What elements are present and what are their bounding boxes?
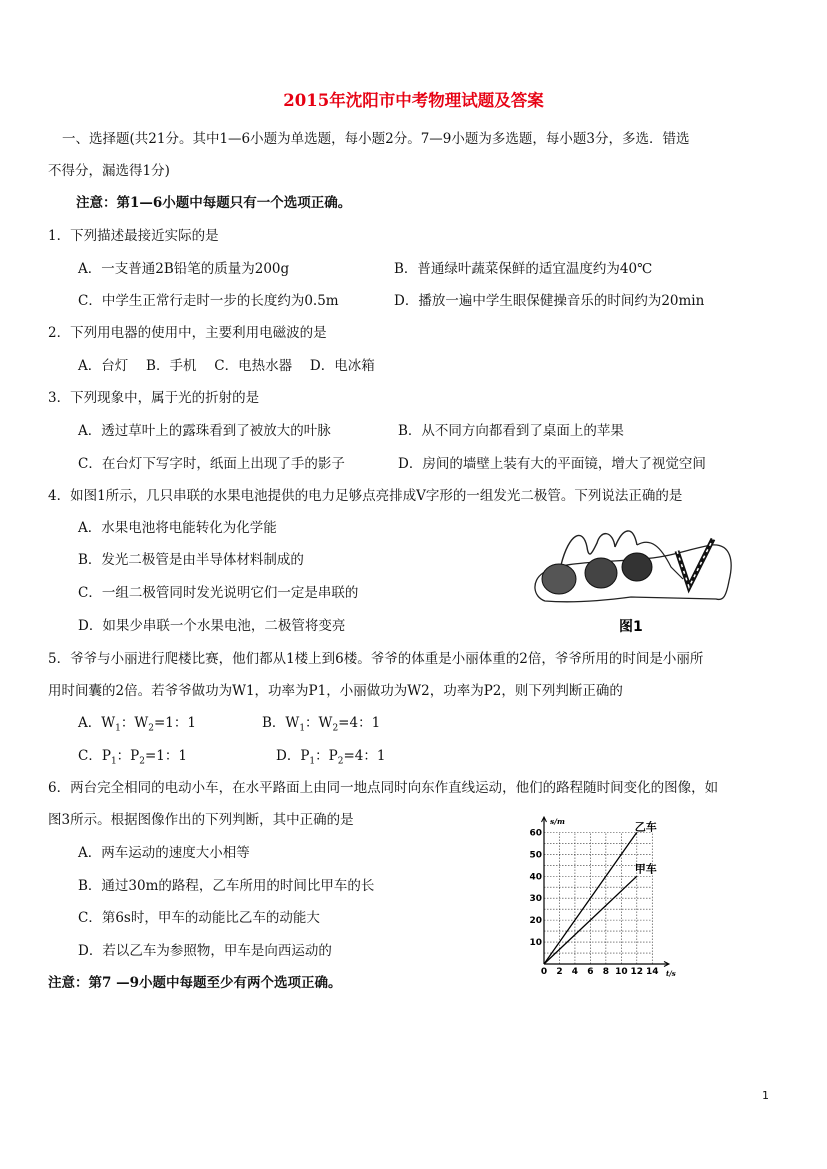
q6-option-d: D．若以乙车为参照物，甲车是向西运动的 bbox=[78, 943, 332, 959]
x-tick-label: 10 bbox=[615, 967, 628, 977]
x-tick-label: 4 bbox=[571, 967, 579, 977]
led-v-icon bbox=[677, 539, 713, 587]
note-multi-choice: 注意：第7 —9小题中每题至少有两个选项正确。 bbox=[48, 975, 342, 991]
figure-1-fruit-battery bbox=[531, 521, 735, 637]
page-title: 2015年沈阳市中考物理试题及答案 bbox=[283, 91, 544, 110]
series-label-jia: 甲车 bbox=[634, 862, 657, 876]
q4-option-d: D．如果少串联一个水果电池，二极管将变亮 bbox=[78, 618, 346, 634]
page-number: 1 bbox=[762, 1089, 769, 1102]
x-tick-label: 14 bbox=[646, 967, 659, 977]
q6-option-b: B．通过30m的路程，乙车所用的时间比甲车的长 bbox=[78, 878, 375, 894]
x-tick-label: 8 bbox=[602, 967, 609, 977]
q4-option-c: C．一组二极管同时发光说明它们一定是串联的 bbox=[78, 585, 359, 601]
fruit-icon-3 bbox=[622, 553, 652, 581]
q6-option-c: C．第6s时，甲车的动能比乙车的动能大 bbox=[78, 910, 320, 926]
q3-option-a: A．透过草叶上的露珠看到了被放大的叶脉 bbox=[78, 423, 331, 439]
q1-option-d: D．播放一遍中学生眼保健操音乐的时间约为20min bbox=[394, 293, 705, 309]
q4-option-b: B．发光二极管是由半导体材料制成的 bbox=[78, 552, 304, 568]
q5-option-a: A．$W_1$：$W_2=1$：1 bbox=[78, 715, 196, 734]
y-axis-label: s/m bbox=[550, 817, 565, 826]
figure-3-st-chart bbox=[528, 814, 676, 978]
fruit-icon-1 bbox=[542, 564, 576, 594]
q6-option-a: A．两车运动的速度大小相等 bbox=[78, 845, 250, 861]
q5-option-d: D．$P_1$：$P_2=4$：1 bbox=[276, 748, 386, 767]
y-tick-label: 20 bbox=[529, 916, 542, 927]
section-intro-line1: 一、选择题(共21分。其中1—6小题为单选题，每小题2分。7—9小题为多选题，每小题3分，多选．错选 bbox=[62, 131, 690, 147]
q4-stem: 4．如图1所示，几只串联的水果电池提供的电力足够点亮排成V字形的一组发光二极管。下列说法正确的是 bbox=[48, 488, 683, 504]
q6-stem-line1: 6．两台完全相同的电动小车，在水平路面上由同一地点同时向东作直线运动，他们的路程随时间变化的图像，如 bbox=[48, 780, 719, 796]
series-label-yi: 乙车 bbox=[634, 820, 657, 834]
q3-option-b: B．从不同方向都看到了桌面上的苹果 bbox=[398, 423, 624, 439]
section-intro-line2: 不得分，漏选得1分) bbox=[48, 163, 170, 179]
q3-option-d: D．房间的墙壁上装有大的平面镜，增大了视觉空间 bbox=[398, 456, 706, 472]
y-tick-label: 50 bbox=[529, 850, 542, 861]
q1-option-c: C．中学生正常行走时一步的长度约为0.5m bbox=[78, 293, 339, 309]
x-tick-label: 2 bbox=[556, 967, 563, 977]
q2-options: A．台灯 B．手机 C．电热水器 D．电冰箱 bbox=[78, 358, 375, 374]
q1-option-b: B．普通绿叶蔬菜保鲜的适宜温度约为40℃ bbox=[394, 261, 653, 277]
x-tick-label: 12 bbox=[630, 967, 644, 977]
q5-stem-line2: 用时间囊的2倍。若爷爷做功为W1，功率为P1，小丽做功为W2，功率为P2，则下列判断正确的 bbox=[48, 683, 623, 699]
y-tick-label: 10 bbox=[529, 938, 542, 949]
q2-stem: 2．下列用电器的使用中，主要利用电磁波的是 bbox=[48, 325, 327, 341]
q3-stem: 3．下列现象中，属于光的折射的是 bbox=[48, 390, 260, 406]
x-tick-label: 6 bbox=[587, 967, 594, 977]
q1-option-a: A．一支普通2B铅笔的质量为200g bbox=[78, 261, 290, 277]
fruit-icon-2 bbox=[585, 558, 617, 588]
q5-option-c: C．$P_1$：$P_2=1$：1 bbox=[78, 748, 187, 767]
figure-1-label: 图1 bbox=[619, 619, 643, 635]
q5-option-b: B．$W_1$：$W_2=4$：1 bbox=[262, 715, 381, 734]
x-tick-label: 0 bbox=[540, 967, 548, 977]
y-tick-label: 30 bbox=[529, 894, 542, 905]
q6-stem-line2: 图3所示。根据图像作出的下列判断，其中正确的是 bbox=[48, 812, 354, 828]
q5-stem-line1: 5．爷爷与小丽进行爬楼比赛，他们都从1楼上到6楼。爷爷的体重是小丽体重的2倍，爷爷所用的时间是小丽所 bbox=[48, 651, 704, 667]
q4-option-a: A．水果电池将电能转化为化学能 bbox=[78, 520, 277, 536]
y-tick-label: 40 bbox=[529, 872, 542, 883]
q3-option-c: C．在台灯下写字时，纸面上出现了手的影子 bbox=[78, 456, 345, 472]
x-axis-label: t/s bbox=[666, 969, 676, 978]
y-tick-label: 60 bbox=[529, 828, 542, 839]
q1-stem: 1．下列描述最接近实际的是 bbox=[48, 228, 219, 244]
wire-icon-2 bbox=[615, 531, 637, 547]
note-single-choice: 注意：第1—6小题中每题只有一个选项正确。 bbox=[76, 195, 352, 211]
